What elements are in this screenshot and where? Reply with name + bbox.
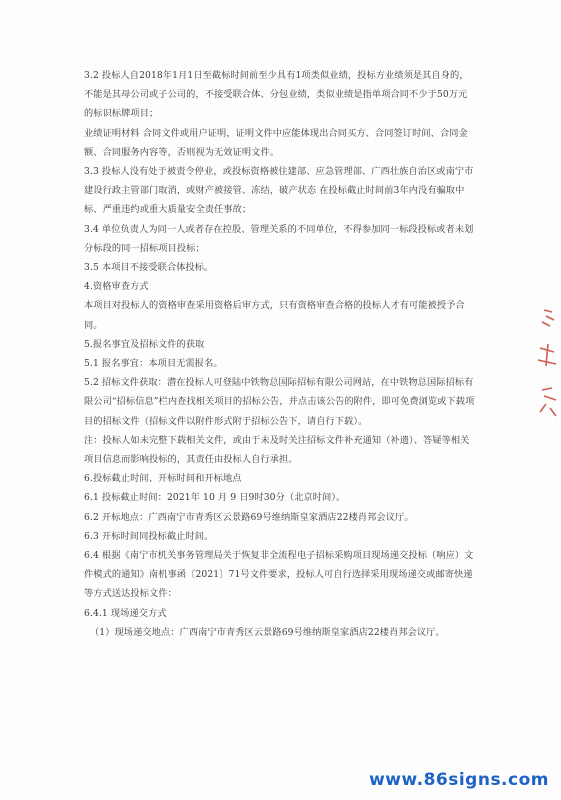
- section-4-body: 本项目对投标人的资格审查采用资格后审方式，只有资格审查合格的投标人才有可能被授予合同。: [84, 300, 465, 331]
- performance-proof-note: 业绩证明材料 合同文件或用户证明，证明文件中应能体现出合同买方、合同签订时间、合同金额、合同服务内容等，否则视为无效证明文件。: [84, 127, 468, 158]
- document-body: [84, 66, 476, 642]
- section-5-heading: 5.报名事宜及招标文件的获取: [84, 338, 205, 350]
- clause-6-2: 6.2 开标地点：广西南宁市青秀区云景路69号维纳斯皇家酒店22楼肖邦会议厅。: [84, 511, 414, 523]
- clause-3-4: 3.4 单位负责人为同一人或者存在控股、管理关系的不同单位，不得参加同一标段投标或者未划分标段的同一招标项目投标；: [84, 223, 474, 254]
- clause-6-3: 6.3 开标时间同投标截止时间。: [84, 530, 214, 542]
- seal-stamp-fragment: [532, 300, 560, 430]
- section-6-heading: 6.投标截止时间、开标时间和开标地点: [84, 473, 242, 485]
- section-4-heading: 4.资格审查方式: [84, 281, 149, 293]
- clause-3-3: 3.3 投标人没有处于被责令停业，或投标资格被住建部、应急管理部、广西壮族自治区或南宁市建设行政主管部门取消，或财产被接管、冻结，破产状态 在投标截止时间前3年内没有骗取中标、严重违约或重大质量安全责任事故；: [84, 166, 474, 216]
- site-watermark: www.86signs.com: [369, 770, 549, 790]
- clause-6-4: 6.4 根据《南宁市机关事务管理局关于恢复非全流程电子招标采购项目现场递交投标（响应）文件模式的通知》南机事函〔2021〕71号文件要求，投标人可自行选择采用现场递交或邮寄快递等方式送达投标文件：: [84, 550, 474, 600]
- clause-6-4-1-item-1: （1）现场递交地点：广西南宁市青秀区云景路69号维纳斯皇家酒店22楼肖邦会议厅。: [90, 626, 445, 638]
- clause-3-5: 3.5 本项目不接受联合体投标。: [84, 262, 214, 274]
- clause-3-2: 3.2 投标人自2018年1月1日至截标时间前至少具有1项类似业绩，投标方业绩须是其自身的，不能是其母公司或子公司的，不接受联合体、分包业绩，类似业绩是指单项合同不少于50万元的标识标牌项目；: [84, 70, 469, 120]
- clause-6-1: 6.1 投标截止时间：2021年 10 月 9 日9时30分（北京时间）。: [84, 492, 346, 504]
- clause-5-2: 5.2 招标文件获取：潜在投标人可登陆中铁物总国际招标有限公司网站，在中铁物总国际招标有限公司“招标信息”栏内查找相关项目的招标公告，并点击该公告的附件，即可免费浏览或下载项目的招标文件（招标文件以附件形式附于招标公告下，请自行下载）。: [84, 377, 475, 427]
- download-note: 注：投标人如未完整下载相关文件，或由于未及时关注招标文件补充通知（补遗）、答疑等相关项目信息而影响投标的，其责任由投标人自行承担。: [84, 434, 470, 466]
- clause-5-1: 5.1 报名事宜：本项目无需报名。: [84, 358, 223, 370]
- clause-6-4-1: 6.4.1 现场递交方式: [84, 607, 167, 619]
